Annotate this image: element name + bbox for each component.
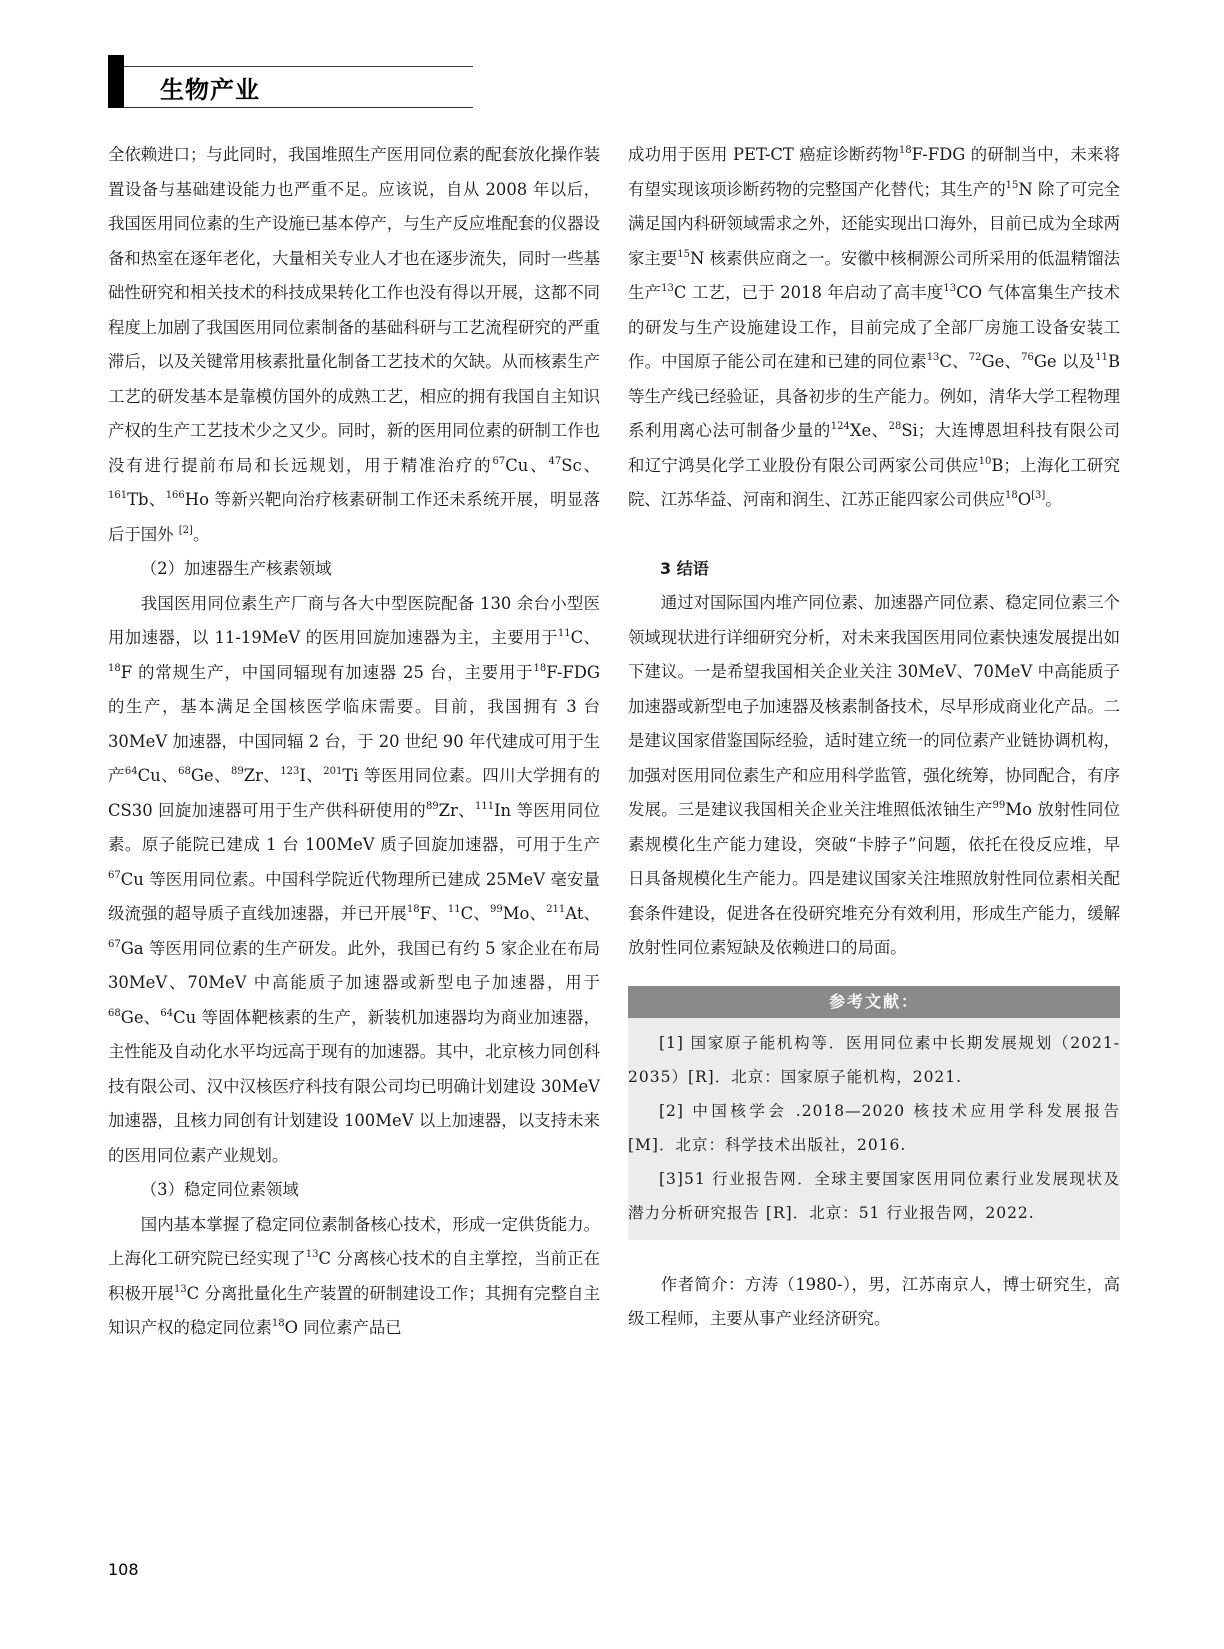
header-line-bottom [124, 107, 473, 108]
section-title-conclusion: 3 结语 [660, 558, 709, 578]
paragraph: 成功用于医用 PET-CT 癌症诊断药物$^{18}$F-FDG 的研制当中，未来将有望实现该项诊断药物的完整国产化替代；其生产的$^{15}$N 除了可完全满足国内科研领域需求之外，还能实现出口海外，目前已成为全球两家主要$^{15}$N 核素供应商之一。安徽中核桐源公司所采用的低温精馏法生产$^{13}$C 工艺，已于 2018 年启动了高丰度$^{13}$CO 气体富集生产技术的研发与生产设施建设工作，目前完成了全部厂房施工设备安装工作。中国原子能公司在建和已建的同位素$^{13}$C、$^{72}$Ge、$^{76}$Ge 以及$^{11}$B 等生产线已经验证，具备初步的生产能力。例如，清华大学工程物理系利用离心法可制备少量的$^{124}$Xe、$^{28}$Si；大连博恩坦科技有限公司和辽宁鸿昊化学工业股份有限公司两家公司供应$^{10}$B；上海化工研究院、江苏华益、河南和润生、江苏正能四家公司供应$^{18}$O[3]。 [628, 145, 1121, 509]
reference-item: [1] 国家原子能机构等．医用同位素中长期发展规划（2021-2035）[R]．北京：国家原子能机构，2021. [628, 1033, 1120, 1086]
subheading-stable-isotopes: （3）稳定同位素领域 [140, 1180, 299, 1199]
references-title: 参考文献： [628, 986, 1120, 1018]
section-header: 生物产业 [160, 76, 260, 104]
page-number: 108 [108, 1560, 139, 1579]
header-line-top [124, 66, 473, 67]
subheading-accelerator: （2）加速器生产核素领域 [140, 559, 332, 578]
paragraph: 国内基本掌握了稳定同位素制备核心技术，形成一定供货能力。上海化工研究院已经实现了$^{13}$C 分离核心技术的自主掌控，当前正在积极开展$^{13}$C 分离批量化生产装置的研制建设工作；其拥有完整自主知识产权的稳定同位素$^{18}$O 同位素产品已 [108, 1214, 601, 1337]
paragraph: 通过对国际国内堆产同位素、加速器产同位素、稳定同位素三个领域现状进行详细研究分析，对未来我国医用同位素快速发展提出如下建议。一是希望我国相关企业关注 30MeV、70MeV 中高能质子加速器或新型电子加速器及核素制备技术，尽早形成商业化产品。二是建议国家借鉴国际经验，适时建立统一的同位素产业链协调机构，加强对医用同位素生产和应用科学监管，强化统筹，协同配合，有序发展。三是建议我国相关企业关注堆照低浓铀生产$^{99}$Mo 放射性同位素规模化生产能力建设，突破“卡脖子”问题，依托在役反应堆，早日具备规模化生产能力。四是建议国家关注堆照放射性同位素相关配套条件建设，促进各在役研究堆充分有效利用，形成生产能力，缓解放射性同位素短缺及依赖进口的局面。 [628, 593, 1120, 957]
right-column [628, 138, 1120, 1337]
left-column [108, 138, 600, 1346]
references-list [628, 1018, 1120, 1230]
header-bar [108, 55, 124, 108]
reference-item: [3]51 行业报告网．全球主要国家医用同位素行业发展现状及潜力分析研究报告 [R]．北京：51 行业报告网，2022. [628, 1169, 1120, 1222]
author-bio: 作者简介：方涛（1980-），男，江苏南京人，博士研究生，高级工程师，主要从事产业经济研究。 [628, 1274, 1120, 1328]
reference-item: [2] 中国核学会 .2018—2020 核技术应用学科发展报告 [M]．北京：科学技术出版社，2016. [628, 1101, 1120, 1154]
references-box [628, 986, 1120, 1240]
paragraph: 全依赖进口；与此同时，我国堆照生产医用同位素的配套放化操作装置设备与基础建设能力也严重不足。应该说，自从 2008 年以后，我国医用同位素的生产设施已基本停产，与生产反应堆配套的仪器设备和热室在逐年老化，大量相关专业人才也在逐步流失，同时一些基础性研究和相关技术的科技成果转化工作也没有得以开展，这都不同程度上加剧了我国医用同位素制备的基础科研与工艺流程研究的严重滞后，以及关键常用核素批量化制备工艺技术的欠缺。从而核素生产工艺的研发基本是靠模仿国外的成熟工艺，相应的拥有我国自主知识产权的生产工艺技术少之又少。同时，新的医用同位素的研制工作也没有进行提前布局和长远规划，用于精准治疗的$^{67}$Cu、$^{47}$Sc、$^{161}$Tb、$^{166}$Ho 等新兴靶向治疗核素研制工作还未系统开展，明显落后于国外 [2]。 [108, 145, 600, 544]
paragraph: 我国医用同位素生产厂商与各大中型医院配备 130 余台小型医用加速器，以 11-19MeV 的医用回旋加速器为主，主要用于$^{11}$C、$^{18}$F 的常规生产，中国同辐现有加速器 25 台，主要用于$^{18}$F-FDG 的生产，基本满足全国核医学临床需要。目前，我国拥有 3 台 30MeV 加速器，中国同辐 2 台，于 20 世纪 90 年代建成可用于生产$^{64}$Cu、$^{68}$Ge、$^{89}$Zr、$^{123}$I、$^{201}$Ti 等医用同位素。四川大学拥有的 CS30 回旋加速器可用于生产供科研使用的$^{89}$Zr、$^{111}$In 等医用同位素。原子能院已建成 1 台 100MeV 质子回旋加速器，可用于生产$^{67}$Cu 等医用同位素。中国科学院近代物理所已建成 25MeV 毫安量级流强的超导质子直线加速器，并已开展$^{18}$F、$^{11}$C、$^{99}$Mo、$^{211}$At、$^{67}$Ga 等医用同位素的生产研发。此外，我国已有约 5 家企业在布局 30MeV、70MeV 中高能质子加速器或新型电子加速器，用于$^{68}$Ge、$^{64}$Cu 等固体靶核素的生产，新装机加速器均为商业加速器，主性能及自动化水平均远高于现有的加速器。其中，北京核力同创科技有限公司、汉中汉核医疗科技有限公司均已明确计划建设 30MeV 加速器，且核力同创有计划建设 100MeV 以上加速器，以支持未来的医用同位素产业规划。 [108, 593, 601, 1165]
